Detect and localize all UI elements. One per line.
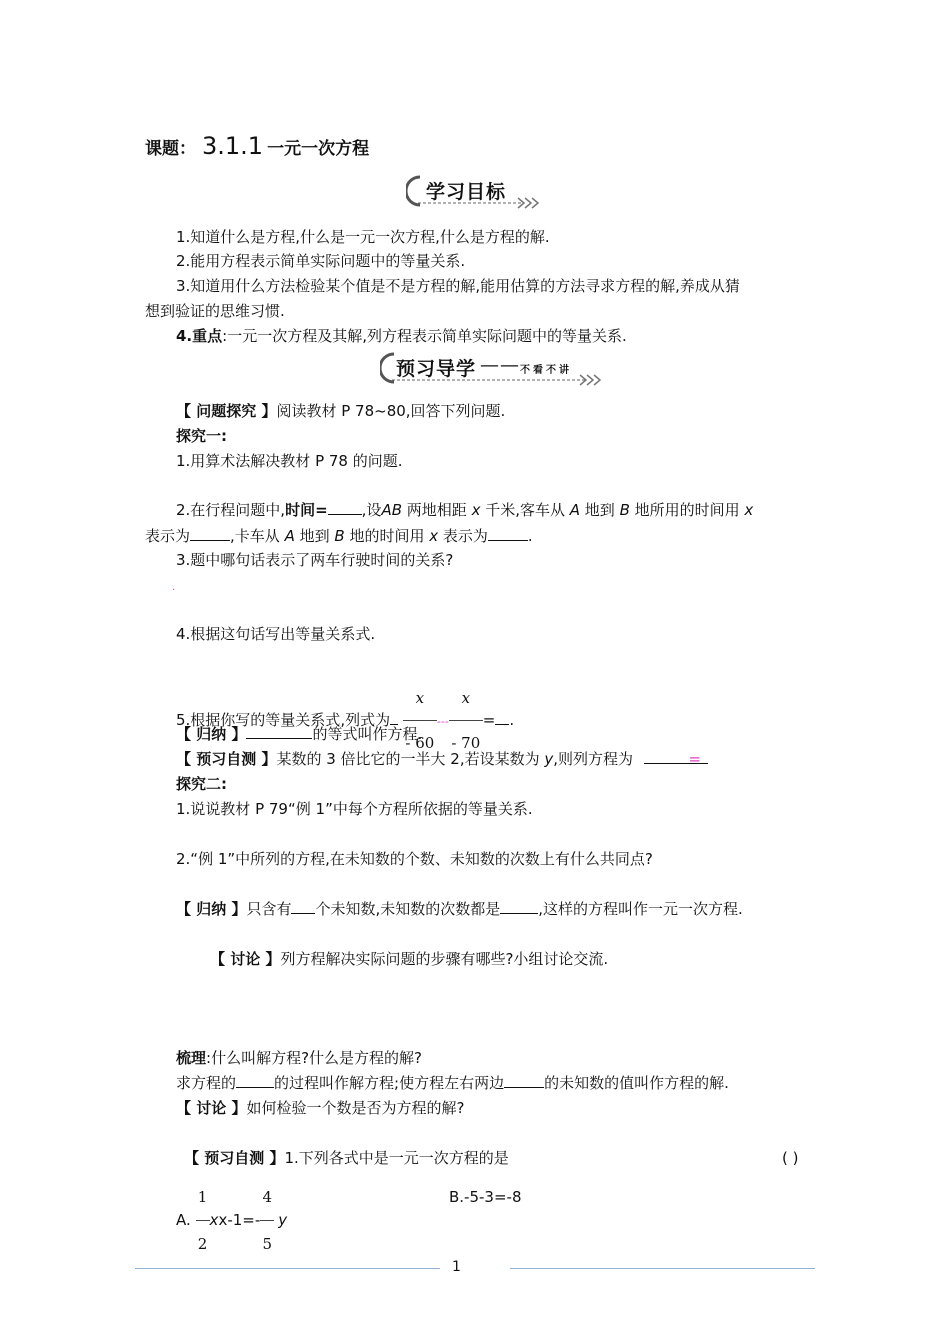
q2-text: 地到 xyxy=(294,527,335,545)
review-line xyxy=(176,1073,729,1093)
banner-preview-guide xyxy=(380,350,610,386)
title-number: 3.1.1 xyxy=(202,132,264,160)
equals-sign: = xyxy=(688,750,702,768)
blank[interactable] xyxy=(328,500,362,515)
banner2-note: 不看不讲 xyxy=(520,365,572,376)
explore-q4: 4.根据这句话写出等量关系式. xyxy=(176,625,376,643)
discussion-text: 如何检验一个数是否为方程的解? xyxy=(246,1099,465,1117)
objective-2: 2.能用方程表示简单实际问题中的等量关系. xyxy=(176,252,466,270)
lesson-title xyxy=(145,132,369,160)
numerator: 1 xyxy=(197,1188,208,1206)
blank[interactable] xyxy=(190,526,230,541)
equals-sign: = xyxy=(482,711,496,729)
summary-tag: 【 归纳 】 xyxy=(176,900,247,918)
review-text: 的未知数的值叫作方程的解. xyxy=(544,1074,729,1092)
blank[interactable] xyxy=(246,724,312,739)
explore2-q1: 1.说说教材 P 79“例 1”中每个方程所依据的等量关系. xyxy=(176,800,533,818)
summary-1 xyxy=(176,724,422,744)
q2-text: ,卡车从 xyxy=(230,527,285,545)
q2-text: 地的时间用 xyxy=(344,527,430,545)
summary-2 xyxy=(176,899,743,919)
blank[interactable] xyxy=(500,899,538,914)
summary-tag: 【 归纳 】 xyxy=(176,725,247,743)
footer-rule-left xyxy=(135,1268,440,1269)
review-heading xyxy=(176,1048,422,1068)
q2-time-bold: 时间= xyxy=(285,501,328,519)
question-explore-text: 阅读教材 P 78~80,回答下列问题. xyxy=(276,402,506,420)
q2-text: 千米,客车从 xyxy=(480,501,570,519)
summary-text: 只含有 xyxy=(246,900,292,918)
q2-var: B xyxy=(334,527,345,545)
banner2-dash: —— xyxy=(480,354,520,376)
denominator: - 70 xyxy=(449,720,483,765)
objective-4 xyxy=(176,326,627,346)
fraction xyxy=(196,1174,210,1267)
denominator: 5 xyxy=(260,1220,274,1267)
discussion-tag: 【 讨论 】 xyxy=(176,1099,247,1117)
minus-sign: --- xyxy=(436,715,449,728)
review-text: 求方程的 xyxy=(176,1074,237,1092)
explore-q3: 3.题中哪句话表示了两车行驶时间的关系? xyxy=(176,551,454,569)
objective-3: 3.知道用什么方法检验某个值是不是方程的解,能用估算的方法寻求方程的解,养成从猜 xyxy=(176,277,740,295)
summary-text: 的等式叫作方程. xyxy=(312,725,423,743)
summary-text: ,这样的方程叫作一元一次方程. xyxy=(538,900,743,918)
stray-dot: . xyxy=(172,582,176,593)
option-b[interactable]: B.-5-3=-8 xyxy=(449,1188,522,1206)
banner-learning-goals xyxy=(406,173,546,209)
var-x: x xyxy=(209,1211,219,1229)
explore-q2-line2 xyxy=(145,526,533,546)
blank[interactable] xyxy=(236,1073,274,1088)
blank[interactable] xyxy=(504,1073,544,1088)
explore-two-heading: 探究二: xyxy=(176,775,227,793)
explore-q2-line1 xyxy=(176,500,753,520)
q2-var: x xyxy=(429,527,439,545)
banner-label: 学习目标 xyxy=(426,181,507,203)
review-key: 梳理 xyxy=(176,1049,207,1067)
footer-rule-right xyxy=(510,1268,815,1269)
blank[interactable] xyxy=(495,710,509,725)
self-test-text: 1.下列各式中是一元一次方程的是 xyxy=(284,1149,509,1167)
q2-var: x xyxy=(744,501,754,519)
page-number: 1 xyxy=(452,1259,461,1275)
q2-text: ,设 xyxy=(361,501,382,519)
q2-text: 地所用的时间用 xyxy=(629,501,745,519)
q2-var: B xyxy=(619,501,630,519)
q2-var: A xyxy=(569,501,581,519)
objective-4-key: 4.重点 xyxy=(176,327,223,345)
q2-var: A xyxy=(284,527,295,545)
self-test-tag: 【 预习自测 】 xyxy=(184,1149,285,1167)
option-label: A. xyxy=(176,1211,191,1229)
banner2-label: 预习导学 xyxy=(396,358,477,380)
q2-text: . xyxy=(527,527,533,545)
answer-paren[interactable]: ( ) xyxy=(782,1149,799,1167)
review-text: 的过程叫作解方程;使方程左右两边 xyxy=(274,1074,505,1092)
discussion-text: 列方程解决实际问题的步骤有哪些?小组讨论交流. xyxy=(280,950,609,968)
question-explore xyxy=(176,401,505,421)
option-a[interactable] xyxy=(176,1174,287,1267)
q2-var: AB xyxy=(381,501,403,519)
discussion-2 xyxy=(176,1098,464,1118)
objective-1: 1.知道什么是方程,什么是一元一次方程,什么是方程的解. xyxy=(176,228,550,246)
discussion-tag: 【 讨论 】 xyxy=(210,950,281,968)
review-text: :什么叫解方程?什么是方程的解? xyxy=(206,1049,422,1067)
blank[interactable] xyxy=(291,899,315,914)
self-test-tag: 【 预习自测 】 xyxy=(176,750,277,768)
q2-text: 两地相距 xyxy=(402,501,472,519)
fraction xyxy=(260,1174,274,1267)
var-y: y xyxy=(278,1211,288,1229)
explore2-q2: 2.“例 1”中所列的方程,在未知数的个数、未知数的次数上有什么共同点? xyxy=(176,850,653,868)
objective-3-cont: 想到验证的思维习惯. xyxy=(145,302,285,320)
q5-text: 5.根据你写的等量关系式,列式为 xyxy=(176,711,391,729)
q2-text: 2.在行程问题中, xyxy=(176,501,286,519)
question-explore-tag: 【 问题探究 】 xyxy=(176,402,277,420)
q2-text: 表示为 xyxy=(438,527,488,545)
self-test-text: ,则列方程为 xyxy=(553,750,638,768)
var-y: y xyxy=(544,750,554,768)
self-test-1 xyxy=(176,749,708,769)
q2-text: 地到 xyxy=(580,501,620,519)
numerator: 4 xyxy=(262,1188,273,1206)
q2-text: 表示为 xyxy=(145,527,191,545)
objective-4-text: :一元一次方程及其解,列方程表示简单实际问题中的等量关系. xyxy=(222,327,627,345)
title-name: 一元一次方程 xyxy=(267,139,370,159)
explore-q1: 1.用算术法解决教材 P 78 的问题. xyxy=(176,452,403,470)
self-test-text: 某数的 3 倍比它的一半大 2,若设某数为 xyxy=(276,750,545,768)
blank[interactable] xyxy=(488,526,528,541)
summary-text: 个未知数,未知数的次数都是 xyxy=(315,900,501,918)
numerator: x xyxy=(415,689,425,707)
title-prefix: 课题： xyxy=(145,139,196,159)
option-text: x-1=- xyxy=(218,1211,261,1229)
discussion-1 xyxy=(210,949,608,969)
q2-var: x xyxy=(471,501,481,519)
q5-end: . xyxy=(509,711,515,729)
denominator: 2 xyxy=(196,1220,210,1267)
self-test-2 xyxy=(184,1148,509,1168)
explore-one-heading: 探究一: xyxy=(176,427,227,445)
numerator: x xyxy=(461,689,471,707)
answer-blank[interactable] xyxy=(644,749,708,768)
denominator: - 60 xyxy=(403,720,437,765)
blank[interactable] xyxy=(390,710,398,725)
